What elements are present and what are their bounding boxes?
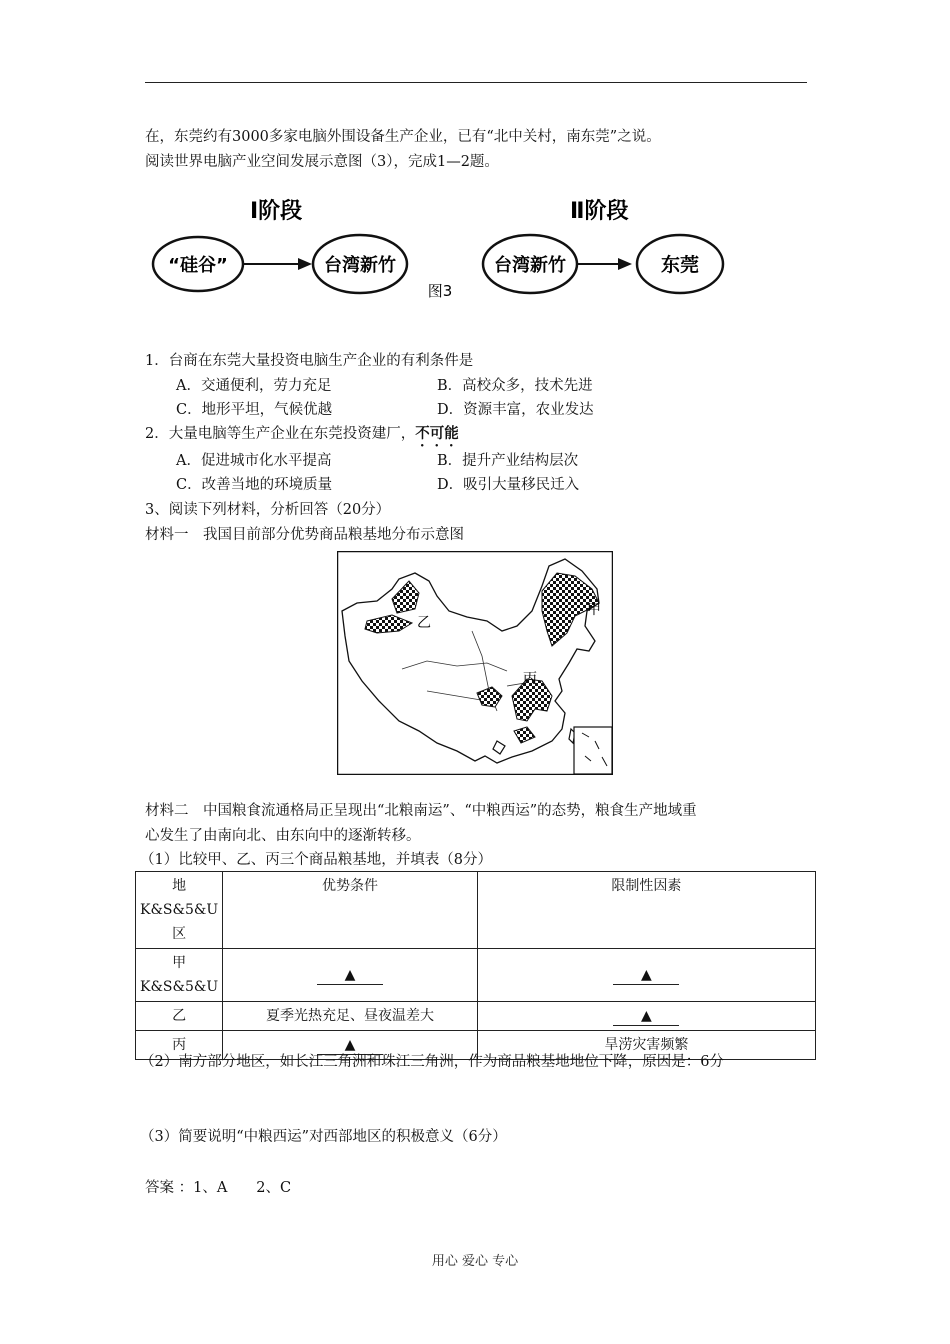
arrow-2-head <box>618 258 632 270</box>
intro-line-2: 阅读世界电脑产业空间发展示意图（3），完成1—2题。 <box>145 154 499 170</box>
sub-question-1: （1）比较甲、乙、丙三个商品粮基地，并填表（8分） <box>140 852 492 868</box>
node-hsinchu-1-label: 台湾新竹 <box>324 255 396 276</box>
intro-line-1: 在，东莞约有3000多家电脑外围设备生产企业，已有“北中关村，南东莞”之说。 <box>145 129 661 145</box>
grain-base-map <box>337 551 613 775</box>
material-1-title: 材料一 我国目前部分优势商品粮基地分布示意图 <box>145 527 464 543</box>
cell-yi-advantage: 夏季光热充足、昼夜温差大 <box>223 1002 478 1031</box>
blank-bing-advantage: ▲ <box>317 1036 383 1055</box>
sub-question-3: （3）简要说明“中粮西运”对西部地区的积极意义（6分） <box>140 1129 507 1145</box>
cell-yi-limit[interactable] <box>477 1002 815 1031</box>
header-region <box>136 872 223 949</box>
cell-jia-limit[interactable] <box>477 949 815 1002</box>
node-hsinchu-2-label: 台湾新竹 <box>494 255 566 276</box>
header-limits: 限制性因素 <box>477 872 815 949</box>
table-row <box>136 1002 816 1031</box>
q1-option-c: C．地形平坦，气候优越 <box>176 402 333 418</box>
node-dongguan-label: 东莞 <box>660 254 700 276</box>
comparison-table <box>135 871 816 1060</box>
q2-option-d: D．吸引大量移民迁入 <box>437 477 580 493</box>
material-2-line-2: 心发生了由南向北、由东向中的逐渐转移。 <box>145 828 421 844</box>
region-jia-label: 甲 <box>172 955 187 971</box>
material-2-line-1: 材料二 中国粮食流通格局正呈现出“北粮南运”、“中粮西运”的态势，粮食生产地域重 <box>145 803 697 819</box>
blank-yi-limit: ▲ <box>613 1007 679 1026</box>
node-silicon-valley-label: “硅谷” <box>168 255 228 276</box>
q2-option-c: C．改善当地的环境质量 <box>176 477 333 493</box>
q2-option-b: B．提升产业结构层次 <box>437 453 579 469</box>
cell-region-bing: 丙 <box>136 1031 223 1060</box>
cell-bing-limit: 旱涝灾害频繁 <box>477 1031 815 1060</box>
south-sea-inset <box>574 727 612 774</box>
cell-region-yi: 乙 <box>136 1002 223 1031</box>
map-label-jia: 甲 <box>587 602 601 618</box>
map-label-bing: 丙 <box>523 671 537 687</box>
blank-jia-limit: ▲ <box>613 966 679 985</box>
q2-stem <box>145 424 459 450</box>
header-region-char-1: 地 <box>172 878 187 894</box>
table-row <box>136 949 816 1002</box>
q1-option-a: A．交通便利，劳力充足 <box>176 378 332 394</box>
region-jia-watermark: K&S&5&U <box>140 979 219 995</box>
cell-region-jia <box>136 949 223 1002</box>
arrow-1-head <box>298 258 312 270</box>
q2-option-a: A．促进城市化水平提高 <box>176 453 332 469</box>
q3-stem: 3、阅读下列材料，分析回答（20分） <box>145 502 391 518</box>
stage-1-label: Ⅰ阶段 <box>250 199 303 224</box>
header-advantages: 优势条件 <box>223 872 478 949</box>
q1-stem: 1．台商在东莞大量投资电脑生产企业的有利条件是 <box>145 353 474 369</box>
blank-jia-advantage: ▲ <box>317 966 383 985</box>
map-label-yi: 乙 <box>417 615 431 631</box>
q2-stem-prefix: 2．大量电脑等生产企业在东莞投资建厂， <box>145 426 416 442</box>
table-header-row <box>136 872 816 949</box>
q1-option-b: B．高校众多，技术先进 <box>437 378 593 394</box>
stage-2-label: Ⅱ阶段 <box>570 199 629 224</box>
sub-question-2: （2）南方部分地区，如长江三角洲和珠江三角洲，作为商品粮基地地位下降，原因是：6分 <box>140 1054 724 1070</box>
header-region-watermark: K&S&5&U <box>140 902 219 918</box>
figure-3-caption: 图3 <box>427 282 453 300</box>
answer-key: 答案 ：1、A 2、C <box>145 1180 292 1196</box>
header-rule <box>145 82 807 83</box>
q1-option-d: D．资源丰富，农业发达 <box>437 402 594 418</box>
figure-3-diagram <box>150 190 730 310</box>
q2-stem-emphasis: 不可能 <box>415 426 459 442</box>
page-footer: 用心 爱心 专心 <box>431 1254 519 1269</box>
header-region-char-2: 区 <box>172 926 187 942</box>
cell-jia-advantage[interactable] <box>223 949 478 1002</box>
